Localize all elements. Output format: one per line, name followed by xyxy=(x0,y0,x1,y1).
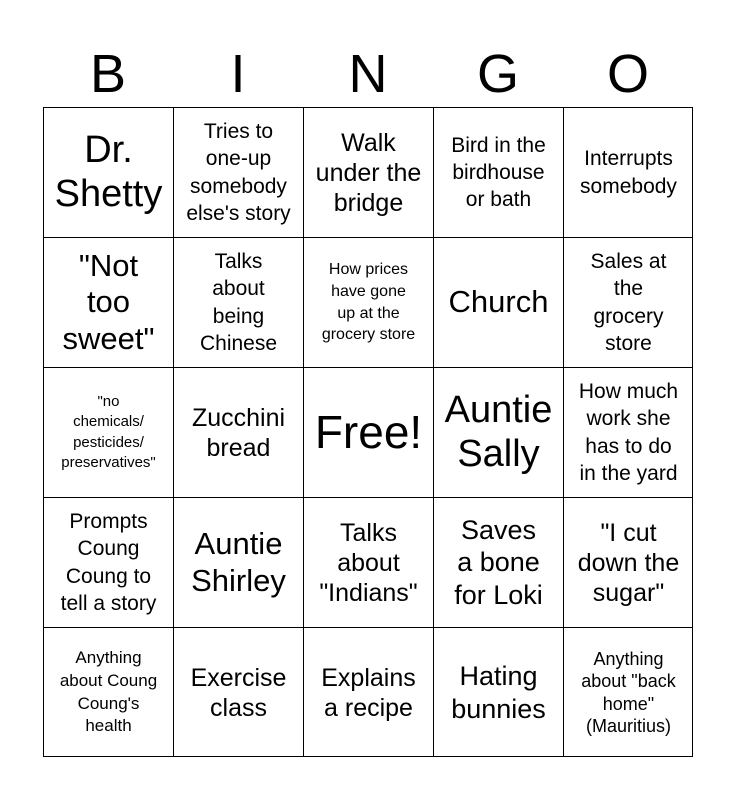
bingo-cell[interactable]: Auntie Shirley xyxy=(173,497,303,627)
free-space-cell[interactable]: Free! xyxy=(303,367,433,497)
bingo-cell[interactable]: "I cut down the sugar" xyxy=(563,497,693,627)
bingo-cell[interactable]: Dr. Shetty xyxy=(43,107,173,237)
bingo-cell[interactable]: Church xyxy=(433,237,563,367)
bingo-cell[interactable]: Prompts Coung Coung to tell a story xyxy=(43,497,173,627)
bingo-cell[interactable]: Tries to one-up somebody else's story xyxy=(173,107,303,237)
bingo-cell[interactable]: "Not too sweet" xyxy=(43,237,173,367)
bingo-cell[interactable]: How much work she has to do in the yard xyxy=(563,367,693,497)
bingo-cell[interactable]: Bird in the birdhouse or bath xyxy=(433,107,563,237)
bingo-cell[interactable]: Interrupts somebody xyxy=(563,107,693,237)
bingo-cell[interactable]: Hating bunnies xyxy=(433,627,563,757)
bingo-cell[interactable]: Zucchini bread xyxy=(173,367,303,497)
bingo-cell[interactable]: Explains a recipe xyxy=(303,627,433,757)
bingo-board xyxy=(43,107,693,757)
bingo-cell[interactable]: "no chemicals/ pesticides/ preservatives" xyxy=(43,367,173,497)
bingo-cell[interactable]: Talks about being Chinese xyxy=(173,237,303,367)
bingo-cell[interactable]: Talks about "Indians" xyxy=(303,497,433,627)
bingo-cell[interactable]: Exercise class xyxy=(173,627,303,757)
bingo-cell[interactable]: Sales at the grocery store xyxy=(563,237,693,367)
header-letter-o: O xyxy=(606,44,649,104)
bingo-header xyxy=(43,40,693,108)
bingo-cell[interactable]: Auntie Sally xyxy=(433,367,563,497)
header-letter-g: G xyxy=(476,44,519,104)
header-letter-b: B xyxy=(89,44,127,104)
header-letter-n: N xyxy=(348,44,388,104)
bingo-cell[interactable]: How prices have gone up at the grocery store xyxy=(303,237,433,367)
bingo-cell[interactable]: Walk under the bridge xyxy=(303,107,433,237)
header-letter-i: I xyxy=(230,44,246,104)
bingo-cell[interactable]: Anything about "back home" (Mauritius) xyxy=(563,627,693,757)
bingo-cell[interactable]: Anything about Coung Coung's health xyxy=(43,627,173,757)
bingo-cell[interactable]: Saves a bone for Loki xyxy=(433,497,563,627)
